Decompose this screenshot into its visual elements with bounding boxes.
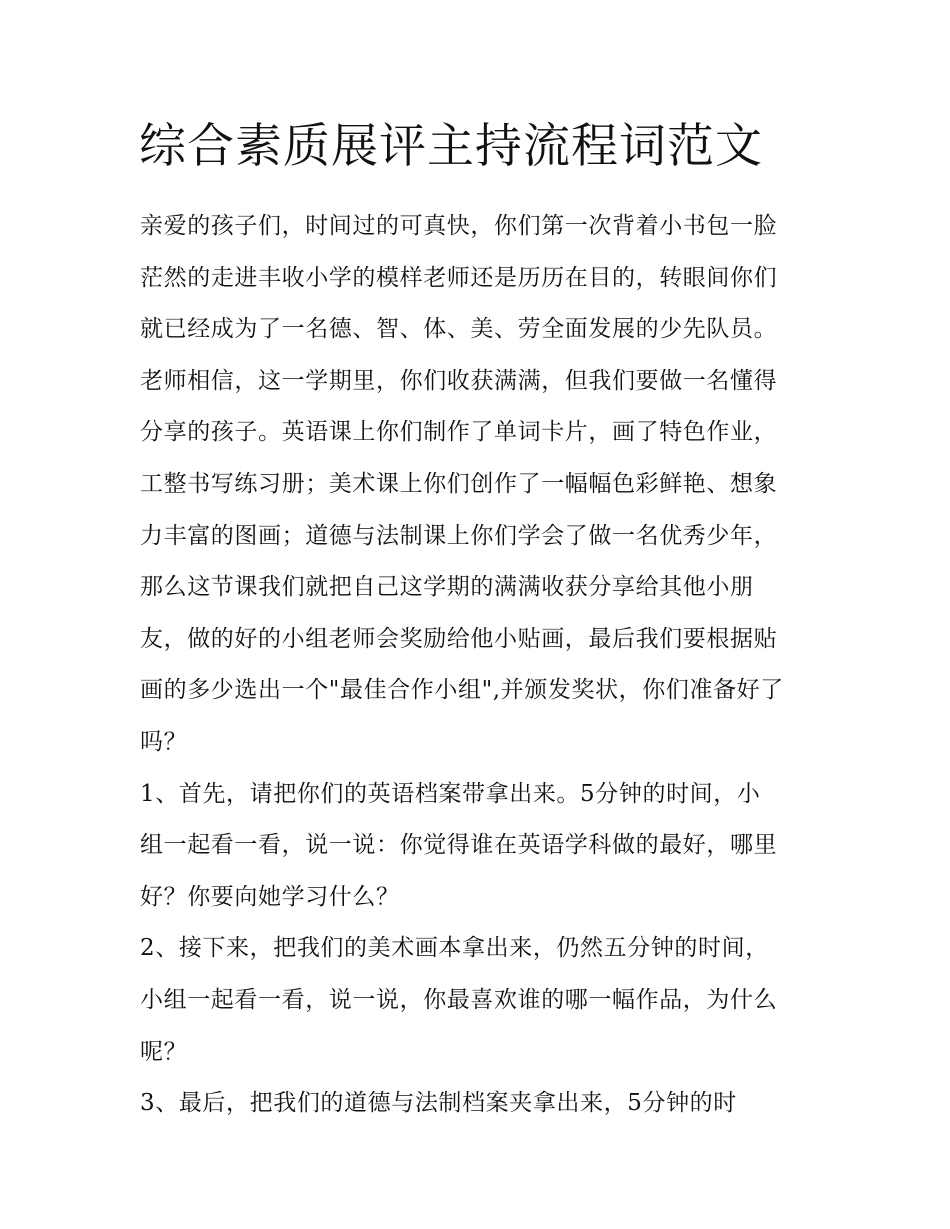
document-title: 综合素质展评主持流程词范文 bbox=[139, 119, 763, 174]
body-line: 小组一起看一看，说一说，你最喜欢谁的哪一幅作品，为什么 bbox=[140, 986, 778, 1013]
body-line: 就已经成为了一名德、智、体、美、劳全面发展的少先队员。 bbox=[140, 316, 778, 343]
body-line: 茫然的走进丰收小学的模样老师还是历历在目的，转眼间你们 bbox=[140, 264, 778, 291]
body-line: 友，做的好的小组老师会奖励给他小贴画，最后我们要根据贴 bbox=[140, 625, 778, 652]
body-line: 吗？ bbox=[140, 728, 188, 755]
body-line: 呢？ bbox=[140, 1038, 188, 1065]
body-line: 那么这节课我们就把自己这学期的满满收获分享给其他小朋 bbox=[140, 574, 754, 601]
body-line: 力丰富的图画；道德与法制课上你们学会了做一名优秀少年， bbox=[140, 522, 778, 549]
body-line: 2、接下来，把我们的美术画本拿出来，仍然五分钟的时间， bbox=[140, 935, 769, 962]
body-line: 好？你要向她学习什么？ bbox=[140, 883, 400, 910]
body-line: 组一起看一看，说一说：你觉得谁在英语学科做的最好，哪里 bbox=[140, 832, 778, 859]
body-line: 亲爱的孩子们，时间过的可真快，你们第一次背着小书包一脸 bbox=[140, 213, 778, 239]
body-line: 画的多少选出一个"最佳合作小组",并颁发奖状，你们准备好了 bbox=[140, 677, 784, 704]
document-body bbox=[140, 201, 815, 1130]
body-line: 工整书写练习册；美术课上你们创作了一幅幅色彩鲜艳、想象 bbox=[140, 470, 778, 497]
body-line: 1、首先，请把你们的英语档案带拿出来。5分钟的时间，小 bbox=[140, 780, 761, 807]
body-line: 老师相信，这一学期里，你们收获满满，但我们要做一名懂得 bbox=[140, 367, 778, 394]
body-line: 分享的孩子。英语课上你们制作了单词卡片，画了特色作业， bbox=[140, 419, 778, 446]
body-line: 3、最后，把我们的道德与法制档案夹拿出来，5分钟的时 bbox=[140, 1090, 737, 1117]
